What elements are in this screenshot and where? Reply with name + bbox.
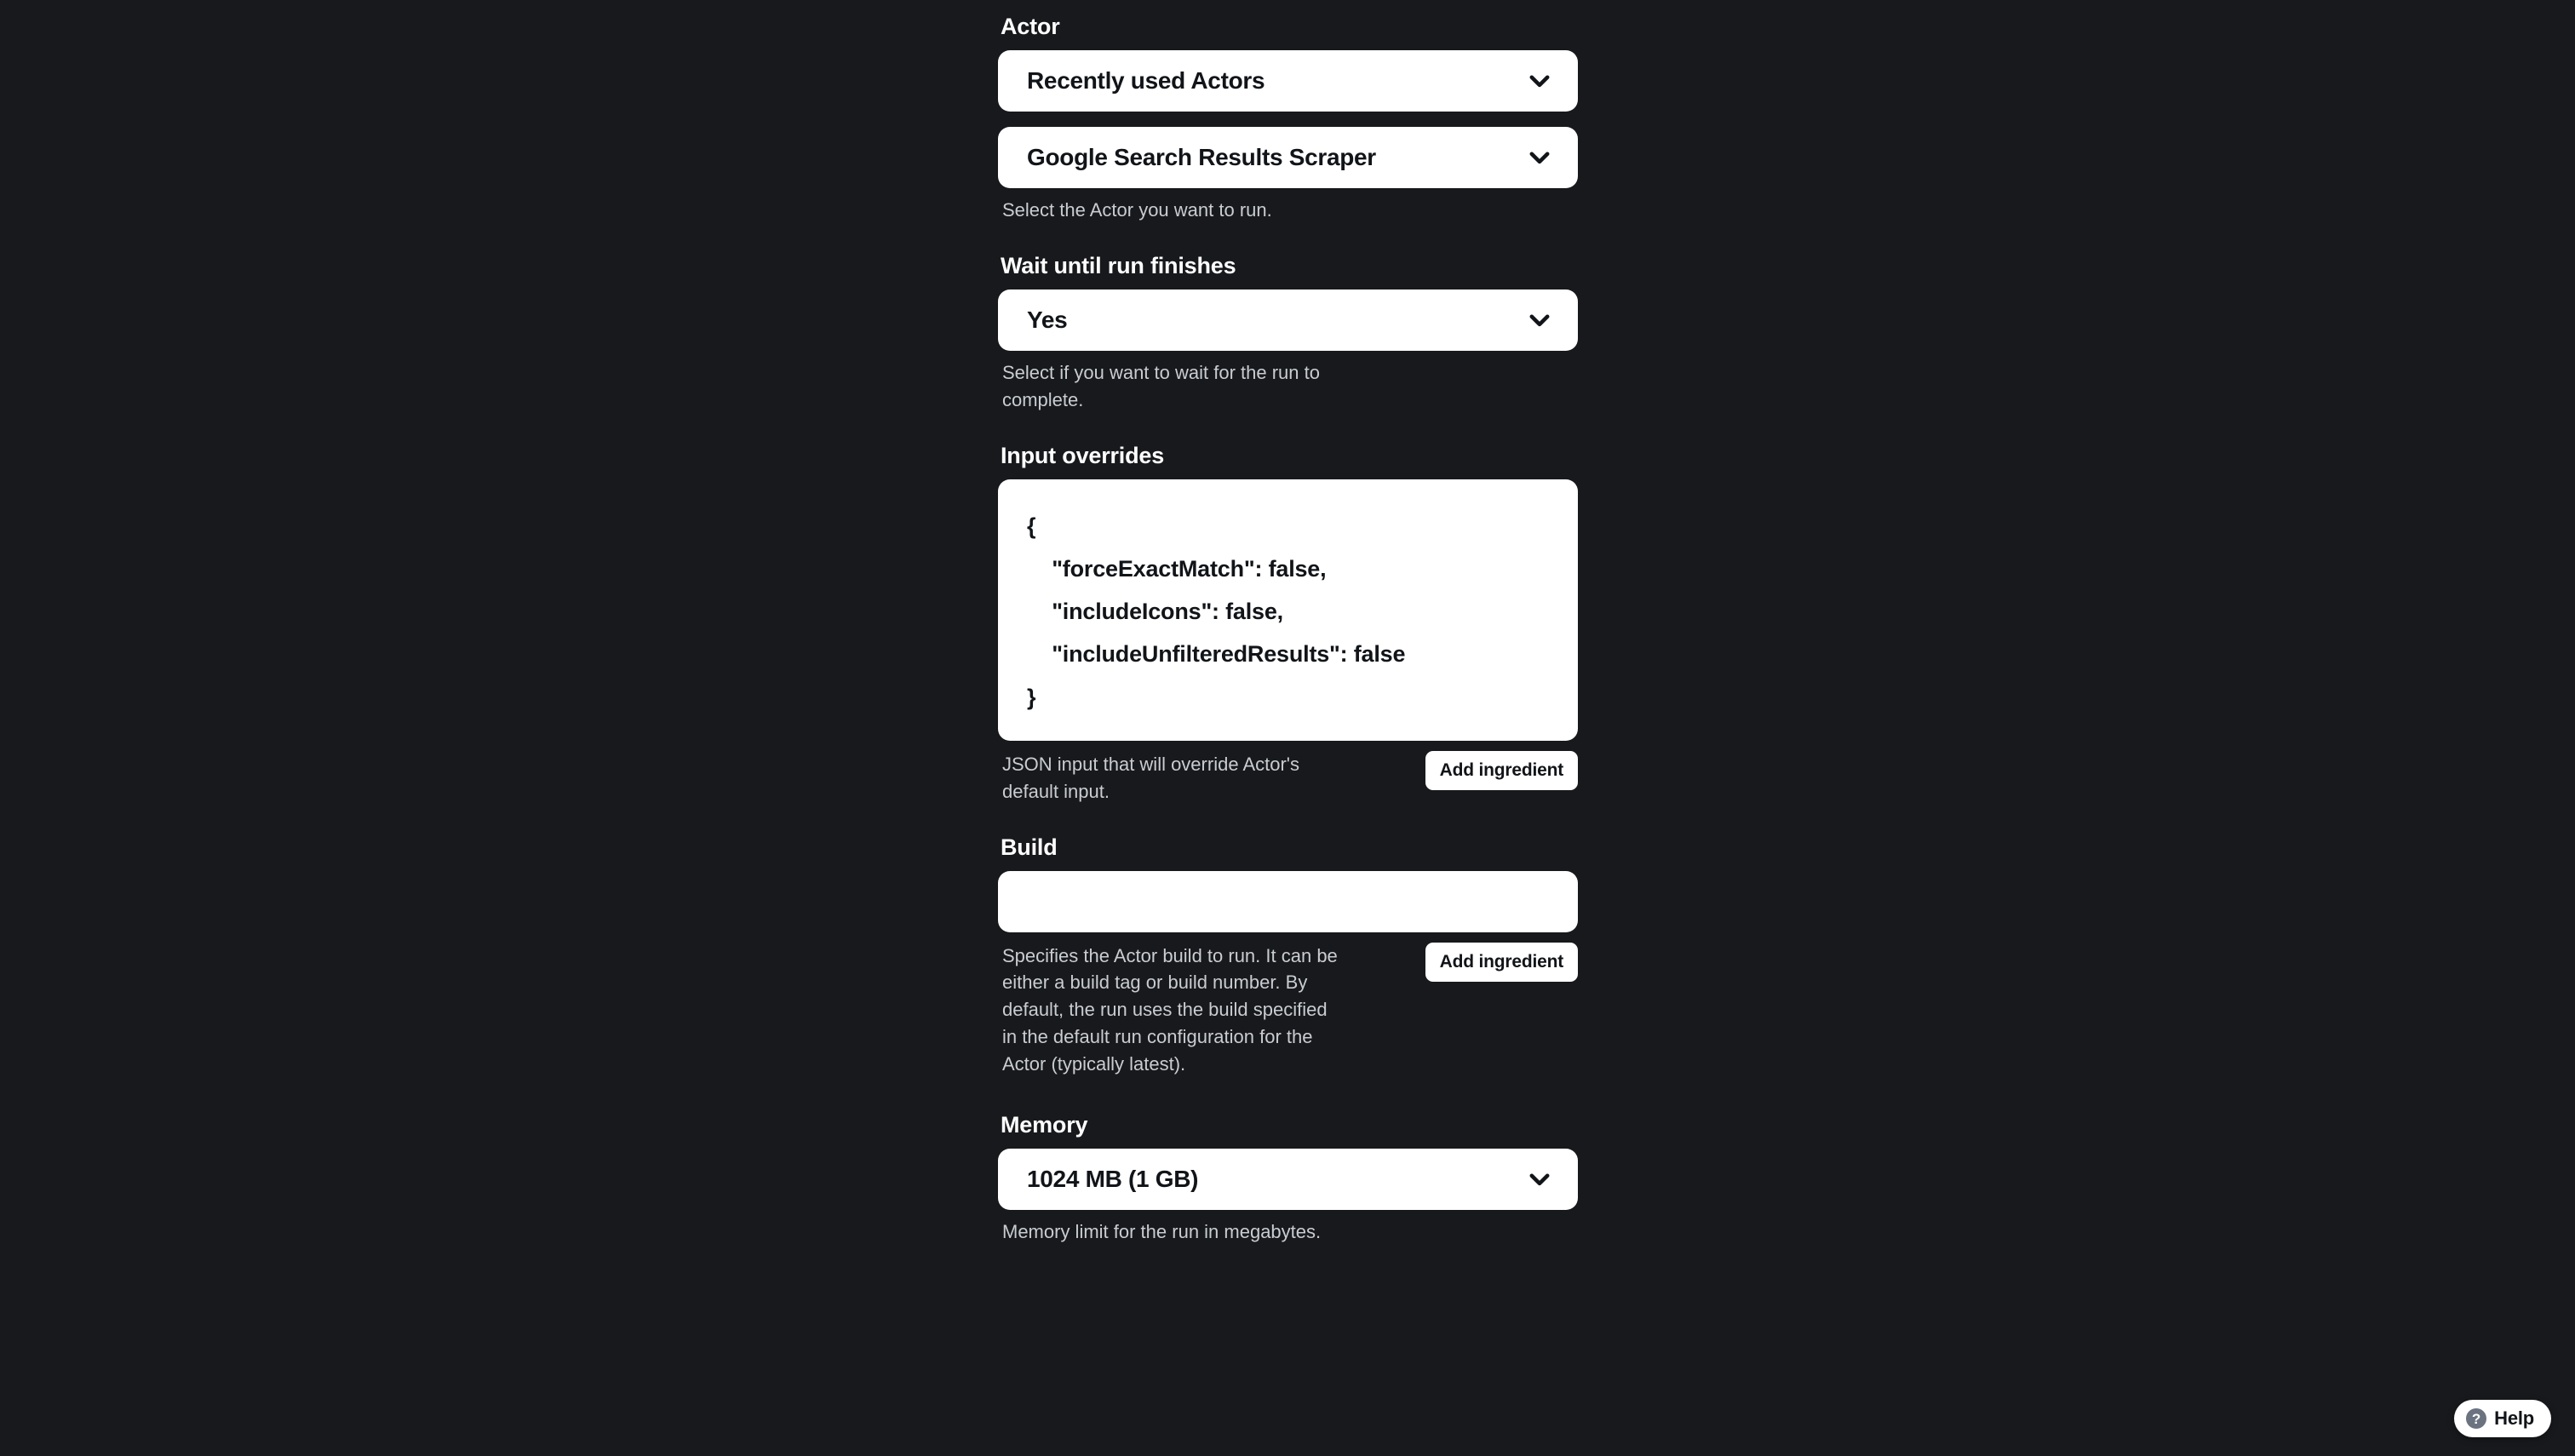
build-helper-text: Specifies the Actor build to run. It can be either a build tag or build number. By default, the run uses the build specified in the default run configuration for the Actor (typically latest). bbox=[1002, 944, 1338, 1075]
wait-until-run-finishes-value: Yes bbox=[1027, 306, 1068, 333]
help-button-label: Help bbox=[2494, 1407, 2534, 1429]
wait-helper-text: Select if you want to wait for the run to complete. bbox=[1002, 361, 1320, 410]
code-line: } bbox=[1027, 684, 1036, 710]
build-input-wrapper[interactable] bbox=[998, 871, 1578, 932]
help-button[interactable] bbox=[2454, 1400, 2551, 1437]
actor-helper-text: Select the Actor you want to run. bbox=[1002, 199, 1272, 221]
build-label: Build bbox=[1001, 834, 1058, 860]
code-line: "forceExactMatch": false, bbox=[1027, 555, 1327, 582]
memory-label: Memory bbox=[1001, 1112, 1088, 1138]
build-input[interactable] bbox=[1027, 887, 1554, 916]
actor-select[interactable] bbox=[998, 127, 1578, 188]
chevron-down-icon bbox=[1525, 143, 1554, 172]
build-helper-row bbox=[998, 941, 1578, 1078]
run-actor-form bbox=[998, 0, 1594, 1246]
actor-select-value: Google Search Results Scraper bbox=[1027, 144, 1376, 170]
add-ingredient-button-build[interactable]: Add ingredient bbox=[1425, 943, 1578, 982]
input-overrides-textarea[interactable] bbox=[998, 479, 1578, 741]
actor-label: Actor bbox=[1001, 14, 1060, 39]
memory-helper-text: Memory limit for the run in megabytes. bbox=[1002, 1221, 1322, 1242]
wait-until-run-finishes-label: Wait until run finishes bbox=[1001, 252, 1236, 278]
input-overrides-helper-row bbox=[998, 749, 1578, 805]
recently-used-actors-select[interactable] bbox=[998, 50, 1578, 112]
add-ingredient-button-input-overrides[interactable]: Add ingredient bbox=[1425, 751, 1578, 790]
memory-select-value: 1024 MB (1 GB) bbox=[1027, 1166, 1199, 1192]
chevron-down-icon bbox=[1525, 306, 1554, 335]
code-line: { bbox=[1027, 513, 1036, 539]
chevron-down-icon bbox=[1525, 66, 1554, 95]
question-mark-icon: ? bbox=[2466, 1408, 2486, 1429]
wait-until-run-finishes-select[interactable] bbox=[998, 289, 1578, 351]
memory-select[interactable] bbox=[998, 1149, 1578, 1210]
chevron-down-icon bbox=[1525, 1165, 1554, 1194]
code-line: "includeUnfilteredResults": false bbox=[1027, 641, 1406, 668]
input-overrides-helper-text: JSON input that will override Actor's default input. bbox=[1002, 753, 1300, 802]
input-overrides-label: Input overrides bbox=[1001, 442, 1165, 468]
code-line: "includeIcons": false, bbox=[1027, 599, 1283, 625]
recently-used-actors-value: Recently used Actors bbox=[1027, 67, 1265, 94]
